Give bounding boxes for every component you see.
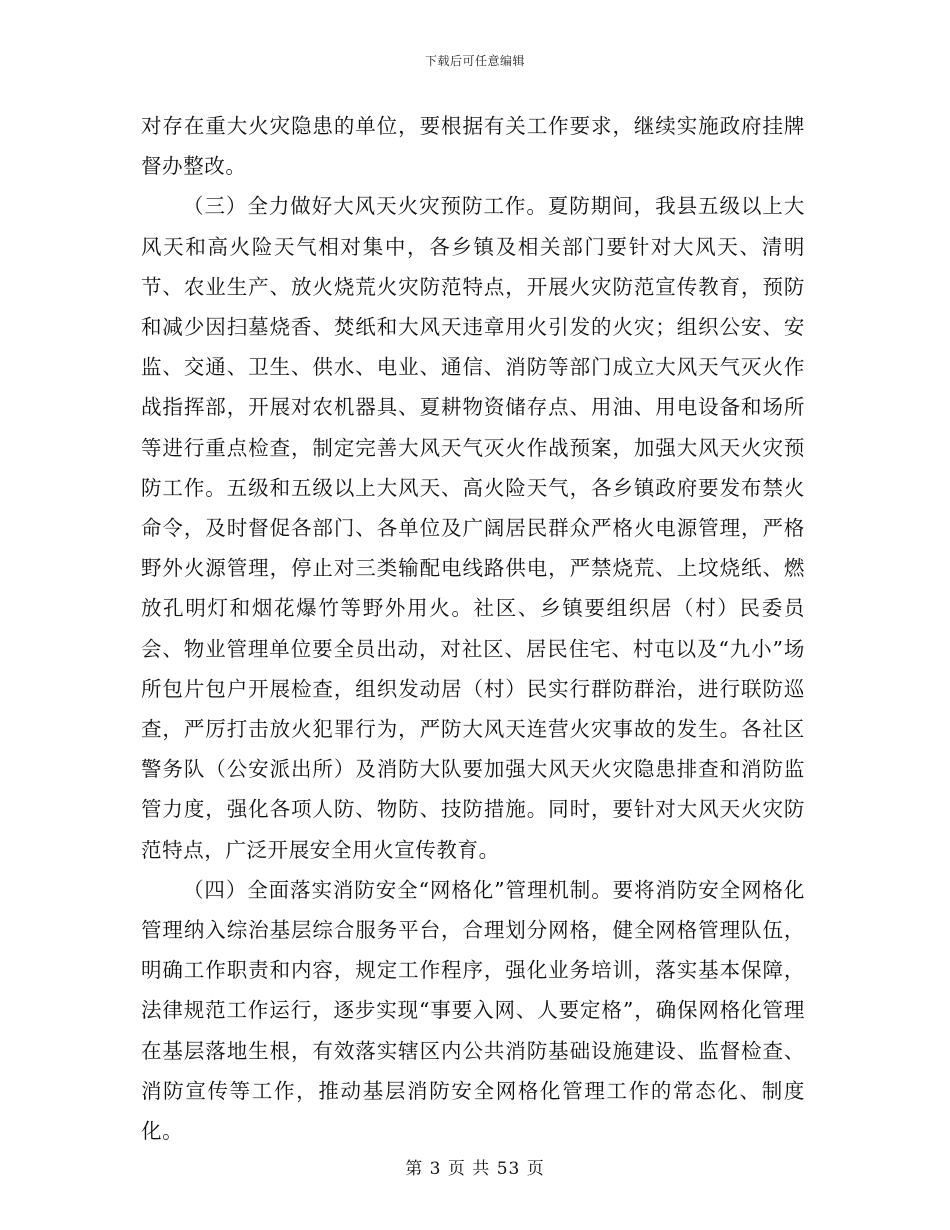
page-number: 第 3 页 共 53 页 [405,1159,545,1179]
page-header: 下载后可任意编辑 [424,54,525,68]
document-body [141,106,805,1151]
paragraph-section-4: （四）全面落实消防安全“网格化”管理机制。要将消防安全网格化管理纳入综治基层综合服务平台，合理划分网格，健全网格管理队伍，明确工作职责和内容，规定工作程序，强化业务培训，落实基本保障，法律规范工作运行，逐步实现“事要入网、人要定格”，确保网格化管理在基层落地生根，有效落实辖区内公共消防基础设施建设、监督检查、消防宣传等工作，推动基层消防安全网格化管理工作的常态化、制度化。 [141,877,805,1144]
paragraph-continuation: 对存在重大火灾隐患的单位，要根据有关工作要求，继续实施政府挂牌督办整改。 [141,114,805,179]
paragraph-section-3: （三）全力做好大风天火灾预防工作。夏防期间，我县五级以上大风天和高火险天气相对集中，各乡镇及相关部门要针对大风天、清明节、农业生产、放火烧荒火灾防范特点，开展火灾防范宣传教育，预防和减少因扫墓烧香、焚纸和大风天违章用火引发的火灾；组织公安、安监、交通、卫生、供水、电业、通信、消防等部门成立大风天气灭火作战指挥部，开展对农机器具、夏耕物资储存点、用油、用电设备和场所等进行重点检查，制定完善大风天气灭火作战预案，加强大风天火灾预防工作。五级和五级以上大风天、高火险天气，各乡镇政府要发布禁火命令，及时督促各部门、各单位及广阔居民群众严格火电源管理，严格野外火源管理，停止对三类输配电线路供电，严禁烧荒、上坟烧纸、燃放孔明灯和烟花爆竹等野外用火。社区、乡镇要组织居（村）民委员会、物业管理单位要全员出动，对社区、居民住宅、村屯以及“九小”场所包片包户开展检查，组织发动居（村）民实行群防群治，进行联防巡查，严厉打击放火犯罪行为，严防大风天连营火灾事故的发生。各社区警务队（公安派出所）及消防大队要加强大风天火灾隐患排查和消防监管力度，强化各项人防、物防、技防措施。同时，要针对大风天火灾防范特点，广泛开展安全用火宣传教育。 [141,194,805,862]
